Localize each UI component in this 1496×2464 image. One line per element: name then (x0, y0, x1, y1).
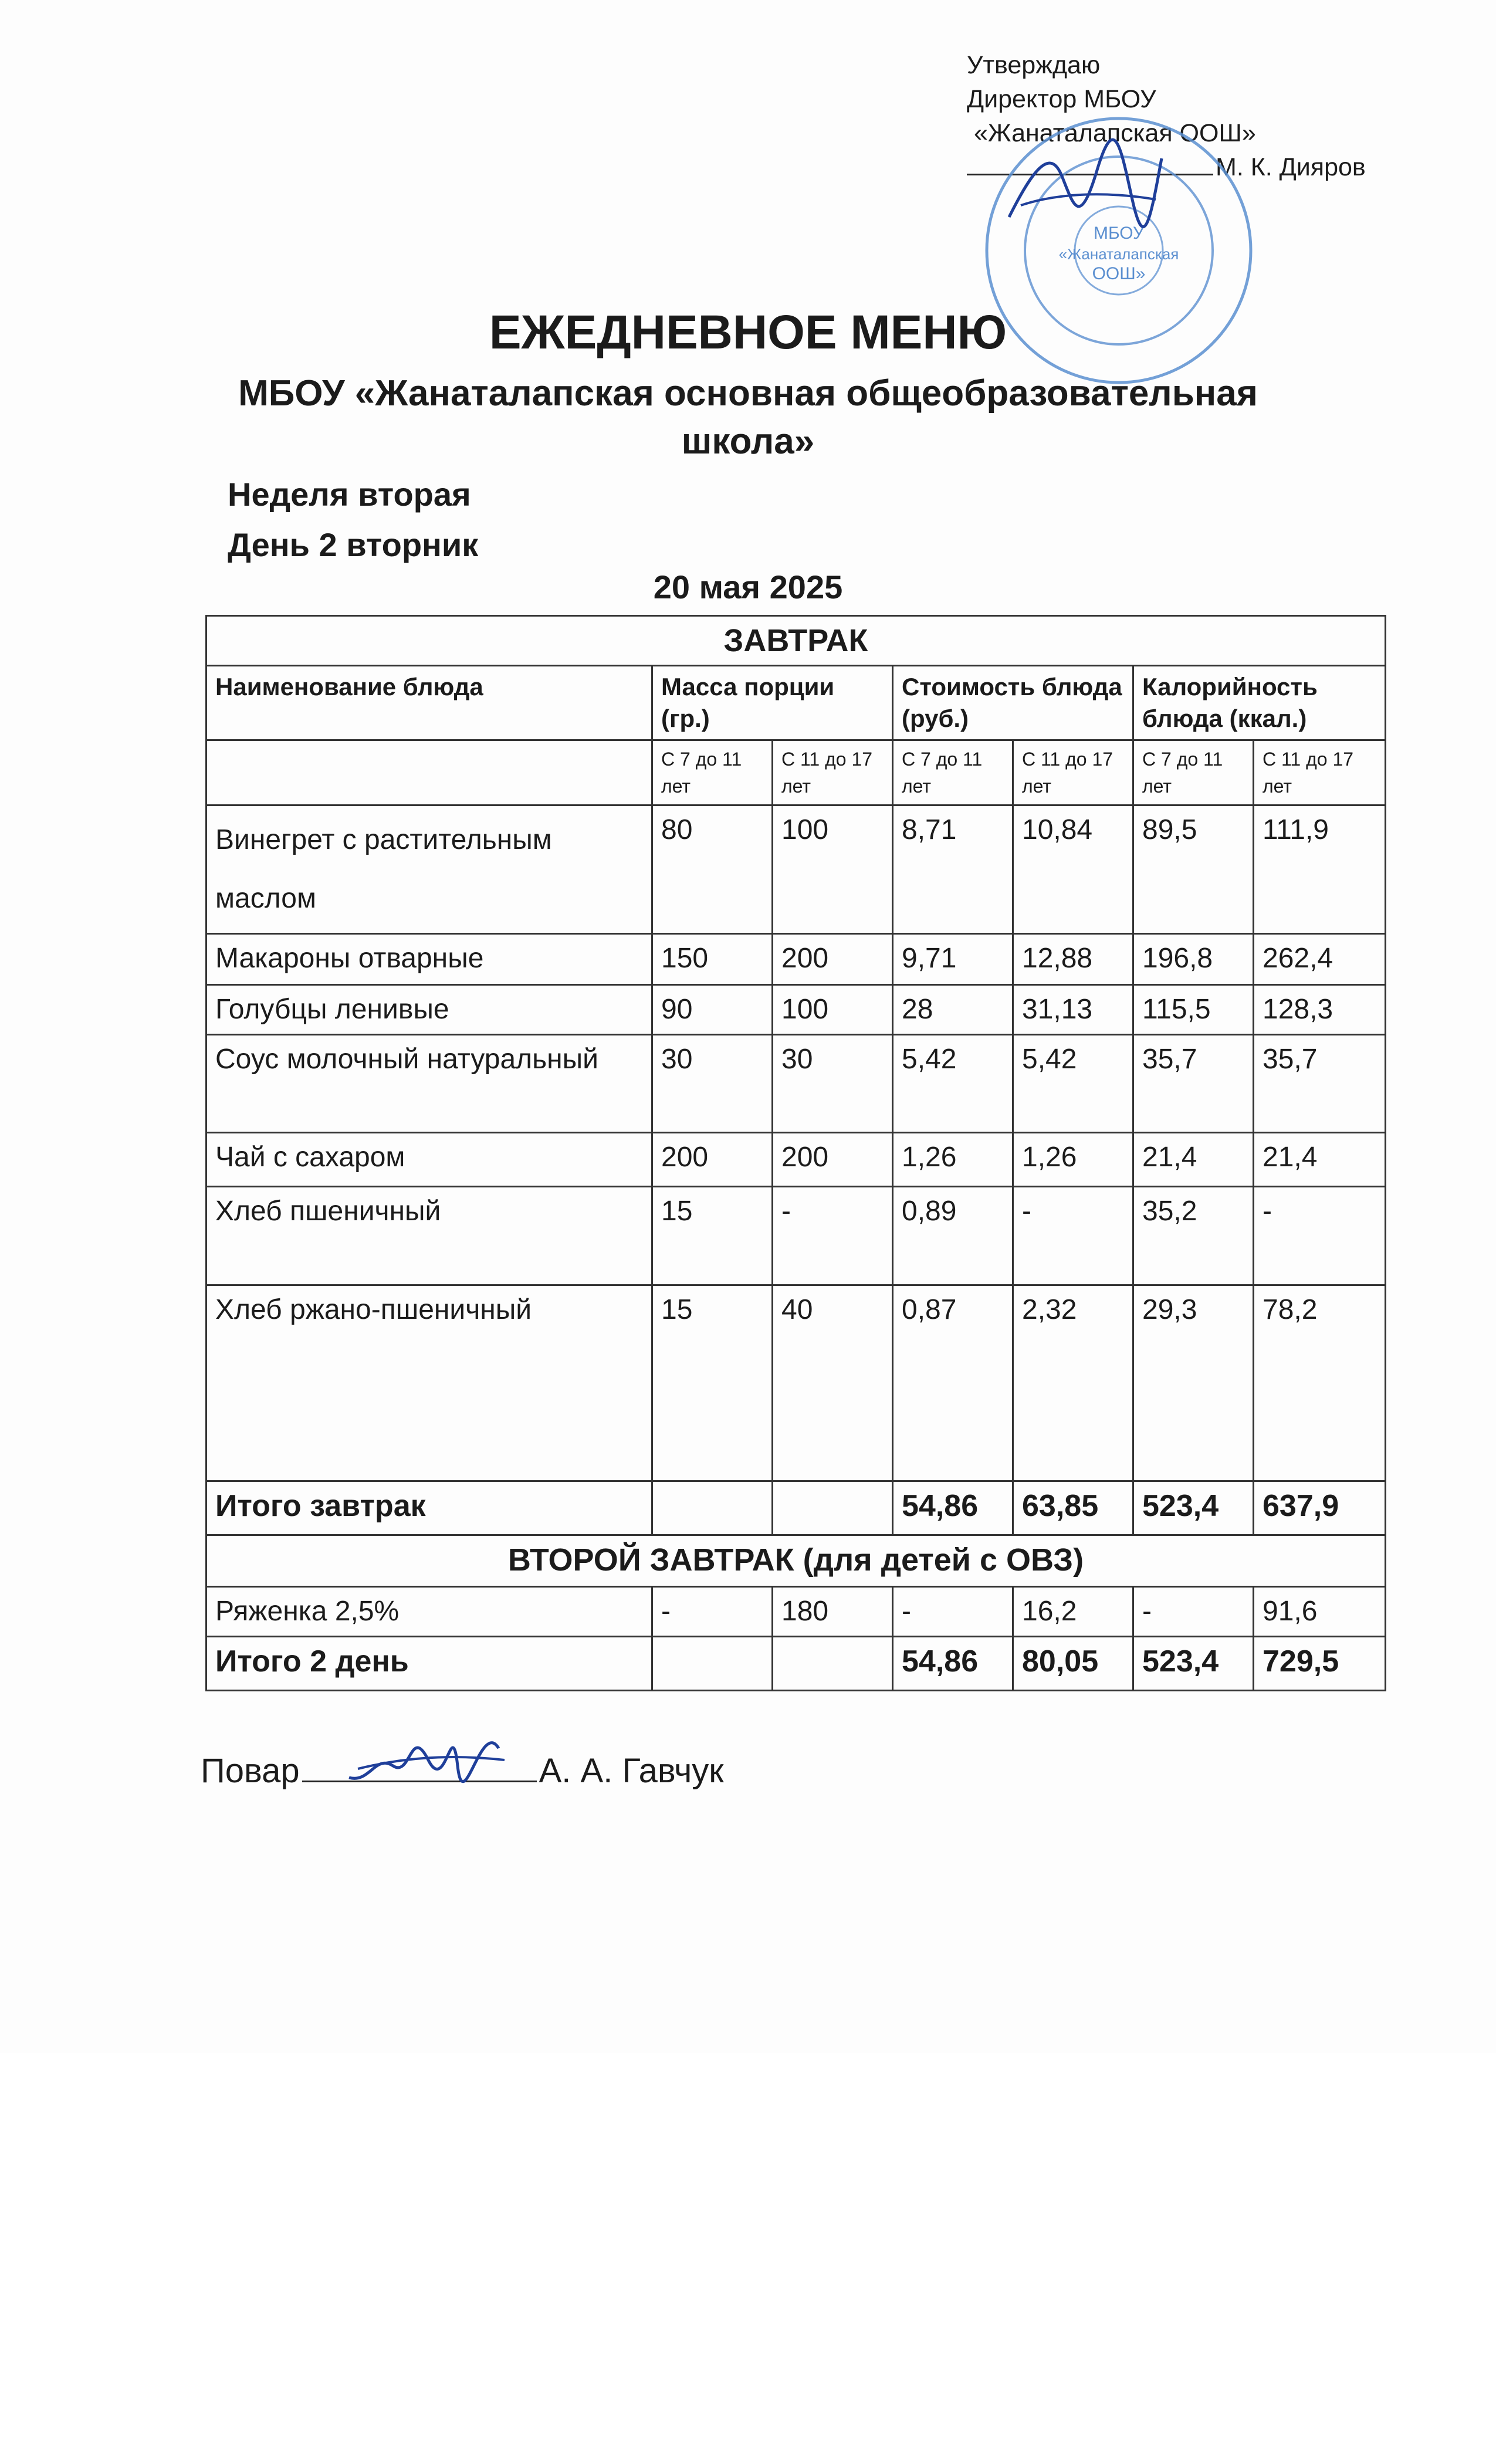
cell: 10,84 (1013, 805, 1133, 934)
cell: 100 (773, 985, 893, 1035)
cook-name: А. А. Гавчук (539, 1752, 724, 1790)
cell: 9,71 (893, 934, 1013, 985)
cell: 115,5 (1133, 985, 1254, 1035)
cell: 2,32 (1013, 1285, 1133, 1481)
dish-name: Хлеб пшеничный (207, 1187, 652, 1285)
age-header: С 7 до 11 лет (652, 740, 773, 805)
age-header: С 7 до 11 лет (893, 740, 1013, 805)
cell: 35,7 (1133, 1035, 1254, 1133)
director-name: М. К. Дияров (1216, 153, 1366, 181)
dish-name: Макароны отварные (207, 934, 652, 985)
cell: 54,86 (893, 1481, 1013, 1535)
cell: 16,2 (1013, 1587, 1133, 1637)
age-header: С 7 до 11 лет (1133, 740, 1254, 805)
total-breakfast-row (207, 1481, 1386, 1535)
cell: 40 (773, 1285, 893, 1481)
page-title: ЕЖЕДНЕВНОЕ МЕНЮ (489, 306, 1007, 359)
menu-date: 20 мая 2025 (653, 568, 843, 605)
cell: 12,88 (1013, 934, 1133, 985)
director-signature (997, 135, 1167, 241)
day-label: День 2 вторник (228, 526, 479, 563)
cell: 200 (773, 934, 893, 985)
school-name: МБОУ «Жанаталапская основная общеобразовательная школа» (238, 373, 1258, 462)
cook-label: Повар (201, 1752, 300, 1790)
cell: 637,9 (1254, 1481, 1386, 1535)
cell: 35,7 (1254, 1035, 1386, 1133)
cell: 523,4 (1133, 1637, 1254, 1691)
stamp-text-1: МБОУ (1093, 224, 1145, 243)
cell (773, 1481, 893, 1535)
cell: 128,3 (1254, 985, 1386, 1035)
cell: 111,9 (1254, 805, 1386, 934)
cook-signature (340, 1701, 510, 1801)
cell: 21,4 (1133, 1133, 1254, 1187)
cell (652, 1637, 773, 1691)
cell: 729,5 (1254, 1637, 1386, 1691)
cell: - (652, 1587, 773, 1637)
cell: 5,42 (893, 1035, 1013, 1133)
cell: 15 (652, 1187, 773, 1285)
cell: 80 (652, 805, 773, 934)
cell: 523,4 (1133, 1481, 1254, 1535)
age-header: С 11 до 17 лет (1254, 740, 1386, 805)
cell: 78,2 (1254, 1285, 1386, 1481)
cell: 21,4 (1254, 1133, 1386, 1187)
cell: 100 (773, 805, 893, 934)
header-mass: Масса порции (гр.) (652, 666, 893, 740)
table-row (207, 934, 1386, 985)
table-row (207, 1587, 1386, 1637)
dish-name: Винегрет с растительным маслом (207, 805, 652, 934)
section-second-breakfast: ВТОРОЙ ЗАВТРАК (для детей с ОВЗ) (207, 1535, 1386, 1587)
cell: 80,05 (1013, 1637, 1133, 1691)
cell: 180 (773, 1587, 893, 1637)
total-day-row (207, 1637, 1386, 1691)
cell: 91,6 (1254, 1587, 1386, 1637)
table-row (207, 1187, 1386, 1285)
header-calories: Калорийность блюда (ккал.) (1133, 666, 1386, 740)
age-header: С 11 до 17 лет (1013, 740, 1133, 805)
cell: 63,85 (1013, 1481, 1133, 1535)
cell: 1,26 (893, 1133, 1013, 1187)
dish-name: Ряженка 2,5% (207, 1587, 652, 1637)
cell: - (1013, 1187, 1133, 1285)
cell: - (1133, 1587, 1254, 1637)
header-dish-name: Наименование блюда (207, 666, 652, 740)
cell: 5,42 (1013, 1035, 1133, 1133)
cell: 200 (773, 1133, 893, 1187)
stamp-text-2: «Жанаталапская (1058, 245, 1179, 263)
cell: 1,26 (1013, 1133, 1133, 1187)
approval-line-3: «Жанаталапская ООШ» (974, 119, 1256, 147)
dish-name: Чай с сахаром (207, 1133, 652, 1187)
cell: - (1254, 1187, 1386, 1285)
cell: 30 (652, 1035, 773, 1133)
cell (652, 1481, 773, 1535)
section-breakfast: ЗАВТРАК (207, 616, 1386, 666)
cell: 31,13 (1013, 985, 1133, 1035)
table-row (207, 1133, 1386, 1187)
total-label: Итого 2 день (207, 1637, 652, 1691)
week-label: Неделя вторая (228, 476, 471, 513)
dish-name: Соус молочный натуральный (207, 1035, 652, 1133)
cell: 54,86 (893, 1637, 1013, 1691)
header-cost: Стоимость блюда (руб.) (893, 666, 1133, 740)
cell: 35,2 (1133, 1187, 1254, 1285)
stamp-text-3: ООШ» (1092, 264, 1146, 283)
cell: 196,8 (1133, 934, 1254, 985)
cell: 0,87 (893, 1285, 1013, 1481)
cell: 15 (652, 1285, 773, 1481)
week-info (228, 469, 478, 570)
cell: 150 (652, 934, 773, 985)
cell: 30 (773, 1035, 893, 1133)
cell: - (893, 1587, 1013, 1637)
age-header-empty (207, 740, 652, 805)
approval-line-2: Директор МБОУ (967, 85, 1156, 113)
cell: 8,71 (893, 805, 1013, 934)
table-row (207, 805, 1386, 934)
cell: 0,89 (893, 1187, 1013, 1285)
table-row (207, 1035, 1386, 1133)
dish-name: Хлеб ржано-пшеничный (207, 1285, 652, 1481)
age-header: С 11 до 17 лет (773, 740, 893, 805)
cell: 29,3 (1133, 1285, 1254, 1481)
total-label: Итого завтрак (207, 1481, 652, 1535)
cell: 89,5 (1133, 805, 1254, 934)
cell: - (773, 1187, 893, 1285)
table-row (207, 985, 1386, 1035)
cell (773, 1637, 893, 1691)
table-row (207, 1285, 1386, 1481)
dish-name: Голубцы ленивые (207, 985, 652, 1035)
approval-line-1: Утверждаю (967, 51, 1101, 79)
cell: 90 (652, 985, 773, 1035)
menu-table (205, 615, 1386, 1691)
cell: 200 (652, 1133, 773, 1187)
cell: 28 (893, 985, 1013, 1035)
cell: 262,4 (1254, 934, 1386, 985)
